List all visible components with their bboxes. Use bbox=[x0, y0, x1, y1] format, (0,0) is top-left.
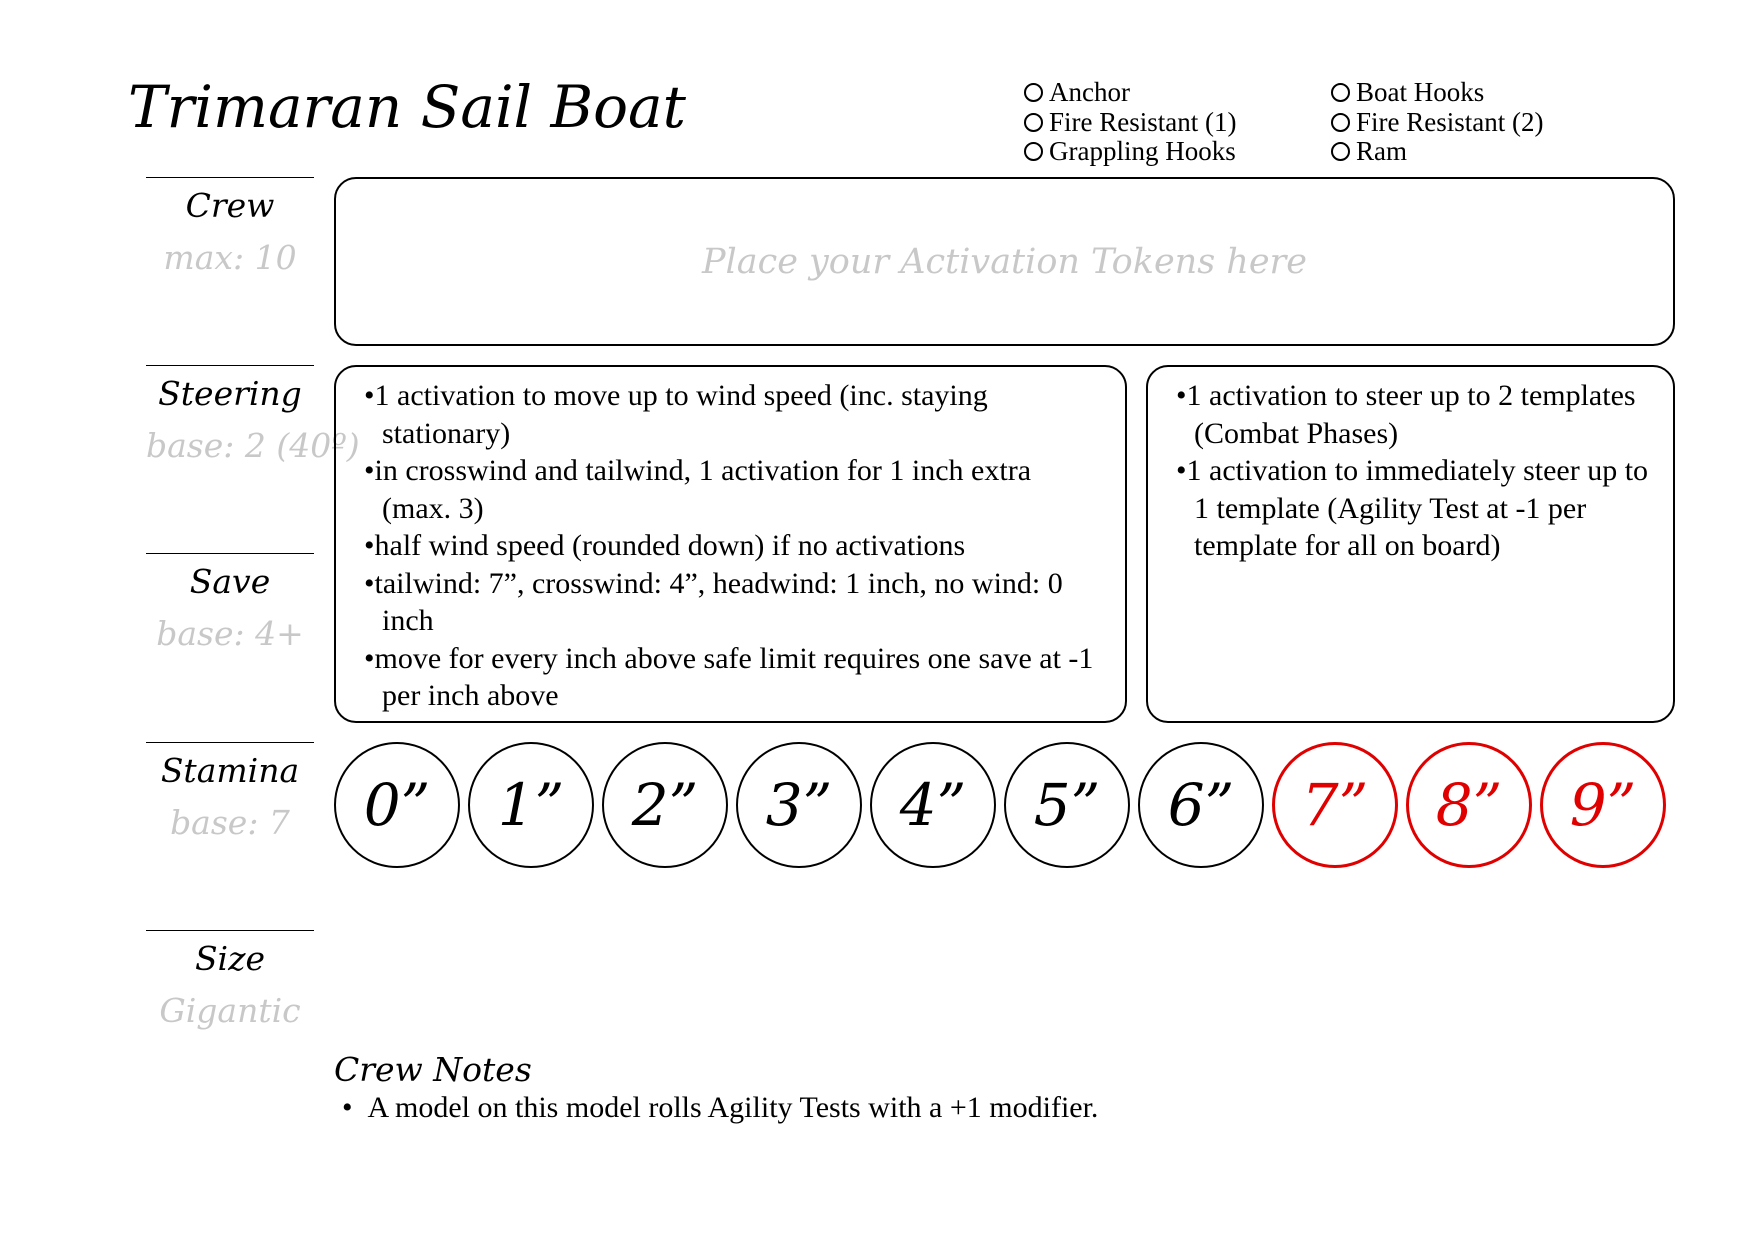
rule-item: • half wind speed (rounded down) if no activations bbox=[364, 527, 1105, 565]
stat-label: Size bbox=[194, 939, 266, 978]
stamina-slot-8[interactable]: 8” bbox=[1406, 742, 1532, 868]
stamina-slot-0[interactable]: 0” bbox=[334, 742, 460, 868]
rule-item: • 1 activation to steer up to 2 templates (Combat Phases) bbox=[1176, 377, 1653, 452]
crew-note-item: • A model on this model rolls Agility Tests with a +1 modifier. bbox=[342, 1090, 1098, 1126]
checkbox-icon[interactable] bbox=[1024, 142, 1043, 161]
rule-item: • move for every inch above safe limit requires one save at -1 per inch above bbox=[364, 640, 1105, 715]
rule-item: • in crosswind and tailwind, 1 activation for 1 inch extra (max. 3) bbox=[364, 452, 1105, 527]
upgrade-anchor[interactable] bbox=[1024, 78, 1236, 108]
rule-item: • tailwind: 7”, crosswind: 4”, headwind: 1 inch, no wind: 0 inch bbox=[364, 565, 1105, 640]
upgrade-label: Fire Resistant (1) bbox=[1049, 106, 1237, 137]
stat-label: Save bbox=[189, 562, 271, 601]
upgrade-ram[interactable] bbox=[1331, 137, 1543, 167]
checkbox-icon[interactable] bbox=[1331, 142, 1350, 161]
upgrades-column-2 bbox=[1331, 78, 1543, 167]
rule-item: • 1 activation to immediately steer up to 1 template (Agility Test at -1 per template for all on board) bbox=[1176, 452, 1653, 565]
stat-value: max: 10 bbox=[163, 237, 297, 277]
stamina-slot-7[interactable]: 7” bbox=[1272, 742, 1398, 868]
upgrade-fire-resistant-2[interactable] bbox=[1331, 108, 1543, 138]
upgrades-column-1 bbox=[1024, 78, 1236, 167]
rule-item: • 1 activation to move up to wind speed (inc. staying stationary) bbox=[364, 377, 1105, 452]
stamina-slot-4[interactable]: 4” bbox=[870, 742, 996, 868]
upgrade-label: Grappling Hooks bbox=[1049, 136, 1236, 166]
activation-placeholder: Place your Activation Tokens here bbox=[701, 241, 1307, 282]
stamina-slot-6[interactable]: 6” bbox=[1138, 742, 1264, 868]
checkbox-icon[interactable] bbox=[1331, 113, 1350, 132]
checkbox-icon[interactable] bbox=[1024, 113, 1043, 132]
steering-rules-list bbox=[1176, 377, 1653, 565]
stat-label: Crew bbox=[185, 186, 275, 225]
movement-rules-list bbox=[364, 377, 1105, 715]
upgrade-fire-resistant-1[interactable] bbox=[1024, 108, 1236, 138]
upgrade-label: Fire Resistant (2) bbox=[1356, 106, 1544, 137]
stamina-slot-9[interactable]: 9” bbox=[1540, 742, 1666, 868]
stat-stamina bbox=[146, 742, 314, 842]
stamina-slot-1[interactable]: 1” bbox=[468, 742, 594, 868]
upgrade-label: Ram bbox=[1356, 136, 1407, 166]
stat-label: Steering bbox=[158, 374, 302, 413]
stamina-slot-5[interactable]: 5” bbox=[1004, 742, 1130, 868]
stat-value: base: 4+ bbox=[156, 613, 304, 653]
checkbox-icon[interactable] bbox=[1024, 83, 1043, 102]
stat-value: base: 7 bbox=[170, 802, 290, 842]
upgrade-label: Anchor bbox=[1049, 77, 1130, 107]
stat-value: base: 2 (40º) bbox=[146, 425, 360, 465]
upgrade-boat-hooks[interactable] bbox=[1331, 78, 1543, 108]
movement-rules-box bbox=[334, 365, 1127, 723]
checkbox-icon[interactable] bbox=[1331, 83, 1350, 102]
stamina-track bbox=[334, 742, 1666, 868]
stamina-slot-2[interactable]: 2” bbox=[602, 742, 728, 868]
stat-save bbox=[146, 553, 314, 653]
stat-value: Gigantic bbox=[159, 990, 301, 1030]
card-title: Trimaran Sail Boat bbox=[128, 73, 686, 141]
crew-notes-heading: Crew Notes bbox=[334, 1050, 532, 1089]
stat-crew bbox=[146, 177, 314, 277]
steering-rules-box bbox=[1146, 365, 1675, 723]
stat-steering bbox=[146, 365, 360, 465]
stat-label: Stamina bbox=[160, 751, 300, 790]
stamina-slot-3[interactable]: 3” bbox=[736, 742, 862, 868]
stat-size bbox=[146, 930, 314, 1030]
crew-notes-list bbox=[342, 1090, 1098, 1126]
activation-token-area[interactable] bbox=[334, 177, 1675, 346]
upgrade-label: Boat Hooks bbox=[1356, 77, 1485, 107]
upgrade-grappling-hooks[interactable] bbox=[1024, 137, 1236, 167]
